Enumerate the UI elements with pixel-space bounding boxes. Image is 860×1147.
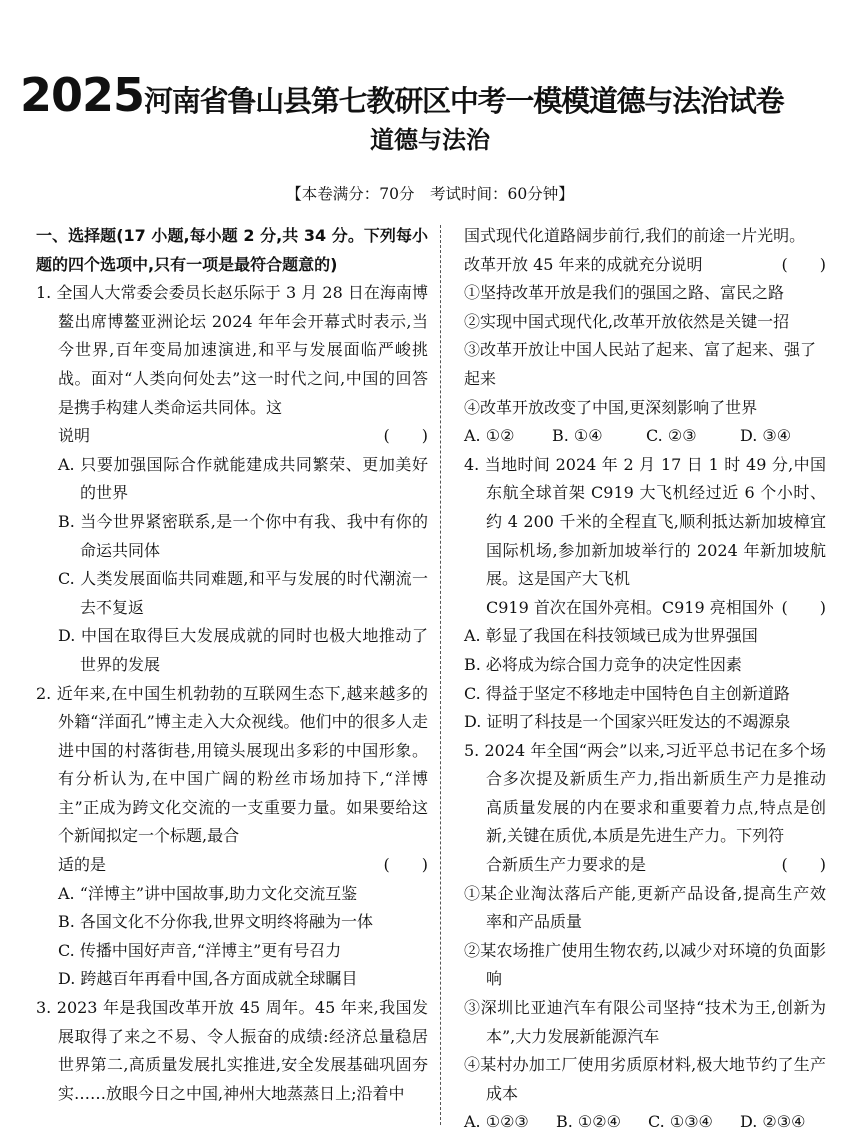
question-3: 3. 2023 年是我国改革开放 45 周年。45 年来,我国发展取得了来之不易、令人振奋的成绩:经济总量稳居世界第二,高质量发展扎实推进,安全发展基础巩固夯实……放眼今日之中国,神州大地蒸蒸日上;沿着中 (36, 998, 428, 1103)
section-heading: 一、选择题(17 小题,每小题 2 分,共 34 分。下列每小题的四个选项中,只有一项是最符合题意的) (36, 226, 428, 274)
q3-choice-a: A. ①② (464, 426, 515, 446)
q3-statement-4: ④改革开放改变了中国,更深刻影响了世界 (464, 397, 758, 417)
q5-choice-b: B. ①②④ (556, 1112, 621, 1132)
question-1 (36, 279, 428, 451)
q5-choices (464, 1108, 826, 1137)
question-5 (464, 737, 826, 880)
answer-bracket: ( ) (781, 855, 826, 875)
q3-choice-d: D. ③④ (740, 426, 792, 446)
q3-choices (464, 422, 826, 451)
q1-option-d: D. 中国在取得巨大发展成就的同时也极大地推动了世界的发展 (58, 626, 428, 674)
question-4 (464, 451, 826, 623)
question-5-stem: 5. 2024 年全国“两会”以来,习近平总书记在多个场合多次提及新质生产力,指出新质生产力是推动高质量发展的内在要求和重要着力点,特点是创新,关键在质优,本质是先进生产力。下列符 (464, 740, 826, 846)
q4-option-c: C. 得益于坚定不移地走中国特色自主创新道路 (464, 683, 790, 703)
q5-statement-1: ①某企业淘汰落后产能,更新产品设备,提高生产效率和产品质量 (464, 883, 826, 932)
right-column (464, 222, 826, 1137)
question-1-stem-end: 说明 (58, 426, 91, 446)
q2-option-d: D. 跨越百年再看中国,各方面成就全球瞩目 (58, 969, 358, 989)
question-5-stem-end: 合新质生产力要求的是 (486, 855, 647, 875)
answer-bracket: ( ) (781, 254, 826, 274)
q2-option-c: C. 传播中国好声音,“洋博主”更有号召力 (58, 940, 342, 960)
q3-statement-2: ②实现中国式现代化,改革开放依然是关键一招 (464, 311, 790, 331)
answer-bracket: ( ) (383, 855, 428, 875)
question-3-stem-end: 改革开放 45 年来的成就充分说明 (464, 254, 703, 274)
q5-choice-a: A. ①②③ (464, 1112, 529, 1132)
q2-option-b: B. 各国文化不分你我,世界文明终将融为一体 (58, 912, 374, 932)
q4-option-b: B. 必将成为综合国力竞争的决定性因素 (464, 654, 742, 674)
q3-choice-b: B. ①④ (552, 426, 603, 446)
q3-choice-c: C. ②③ (646, 426, 697, 446)
question-2 (36, 680, 428, 880)
q5-statement-3: ③深圳比亚迪汽车有限公司坚持“技术为王,创新为本”,大力发展新能源汽车 (464, 998, 826, 1046)
exam-meta: 【本卷满分：70分 考试时间：60分钟】 (286, 185, 574, 203)
question-3-continuation: 国式现代化道路阔步前行,我们的前途一片光明。 (464, 226, 806, 245)
title-text: 河南省鲁山县第七教研区中考一模模道德与法治试卷 (144, 84, 784, 118)
q2-option-a: A. “洋博主”讲中国故事,助力文化交流互鉴 (58, 883, 358, 903)
q5-statement-2: ②某农场推广使用生物农药,以减少对环境的负面影响 (464, 940, 826, 989)
q4-option-d: D. 证明了科技是一个国家兴旺发达的不竭源泉 (464, 712, 791, 732)
page-subtitle: 道德与法治 (370, 126, 490, 154)
q3-statement-3: ③改革开放让中国人民站了起来、富了起来、强了起来 (464, 340, 817, 388)
left-column (36, 222, 428, 1108)
question-1-stem: 1. 全国人大常委会委员长赵乐际于 3 月 28 日在海南博鳌出席博鳌亚洲论坛 2024 年年会开幕式时表示,当今世界,百年变局加速演进,和平与发展面临严峻挑战。面对“人类向何处去”这一时代之问,中国的回答是携手构建人类命运共同体。这 (36, 283, 428, 417)
title-year: 2025 (20, 68, 145, 122)
q1-option-b: B. 当今世界紧密联系,是一个你中有我、我中有你的命运共同体 (58, 511, 428, 560)
question-2-stem-end: 适的是 (58, 855, 107, 875)
q1-option-a: A. 只要加强国际合作就能建成共同繁荣、更加美好的世界 (58, 454, 428, 503)
q3-statement-1: ①坚持改革开放是我们的强国之路、富民之路 (464, 283, 785, 303)
question-2-stem: 2. 近年来,在中国生机勃勃的互联网生态下,越来越多的外籍“洋面孔”博主走入大众视线。他们中的很多人走进中国的村落街巷,用镜头展现出多彩的中国形象。有分析认为,在中国广阔的粉丝市场加持下,“洋博主”正成为跨文化交流的一支重要力量。如果要给这个新闻拟定一个标题,最合 (36, 683, 428, 846)
question-4-stem-end: C919 首次在国外亮相。C919 亮相国外 (486, 597, 774, 617)
q4-option-a: A. 彰显了我国在科技领域已成为世界强国 (464, 626, 758, 646)
q5-choice-c: C. ①③④ (648, 1112, 713, 1132)
q1-option-c: C. 人类发展面临共同难题,和平与发展的时代潮流一去不复返 (58, 569, 428, 617)
exam-title (20, 68, 850, 124)
column-divider (440, 225, 441, 1125)
question-4-stem: 4. 当地时间 2024 年 2 月 17 日 1 时 49 分,中国东航全球首架 C919 大飞机经过近 6 个小时、约 4 200 千米的全程直飞,顺利抵达新加坡樟宜国际机场,参加新加坡举行的 2024 年新加坡航展。这是国产大飞机 (464, 454, 826, 589)
answer-bracket: ( ) (781, 597, 826, 617)
answer-bracket: ( ) (383, 426, 428, 446)
q5-statement-4: ④某村办加工厂使用劣质原材料,极大地节约了生产成本 (464, 1055, 826, 1103)
q5-choice-d: D. ②③④ (740, 1112, 806, 1132)
